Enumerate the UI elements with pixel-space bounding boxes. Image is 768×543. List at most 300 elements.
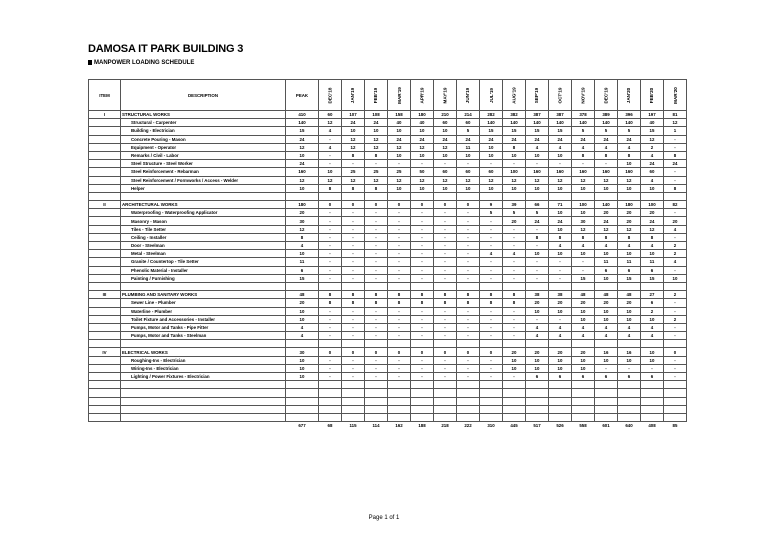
month-cell: - — [319, 151, 342, 159]
item-cell — [89, 405, 121, 413]
month-cell: 20 — [503, 217, 526, 225]
month-cell: - — [319, 135, 342, 143]
month-cell: 24 — [618, 135, 641, 143]
month-cell: - — [664, 307, 687, 315]
bullet-square-icon — [88, 60, 92, 65]
month-cell: 20 — [595, 209, 618, 217]
month-cell: 382 — [503, 111, 526, 119]
month-cell: - — [434, 233, 457, 241]
month-cell: 8 — [411, 299, 434, 307]
month-cell: 5 — [572, 127, 595, 135]
month-cell: 8 — [526, 233, 549, 241]
month-cell: - — [365, 233, 388, 241]
month-cell: 8 — [388, 299, 411, 307]
month-cell: 8 — [618, 233, 641, 241]
month-cell: 108 — [365, 111, 388, 119]
item-cell — [89, 217, 121, 225]
month-cell: - — [434, 364, 457, 372]
peak-cell: 140 — [286, 119, 319, 127]
month-cell: - — [342, 332, 365, 340]
month-cell: 10 — [411, 127, 434, 135]
month-label: FEB'19 — [373, 87, 379, 103]
peak-cell: 11 — [286, 258, 319, 266]
item-cell — [89, 225, 121, 233]
month-cell: 10 — [411, 184, 434, 192]
month-cell: 214 — [457, 111, 480, 119]
description-cell: ELECTRICAL WORKS — [121, 348, 286, 356]
month-label: OCT'19 — [557, 87, 563, 103]
month-cell — [342, 340, 365, 348]
month-cell: - — [319, 209, 342, 217]
table-row — [89, 242, 687, 250]
month-cell — [618, 340, 641, 348]
month-cell: - — [480, 315, 503, 323]
month-cell: - — [664, 209, 687, 217]
month-cell: - — [365, 373, 388, 381]
month-cell: 12 — [342, 143, 365, 151]
month-cell: 8 — [342, 291, 365, 299]
item-cell — [89, 184, 121, 192]
month-cell: 2 — [664, 250, 687, 258]
month-cell — [457, 282, 480, 290]
total-month-cell: 558 — [572, 422, 595, 430]
column-header-month — [434, 80, 457, 111]
month-cell: 10 — [457, 151, 480, 159]
month-cell: 140 — [595, 201, 618, 209]
month-cell: - — [526, 242, 549, 250]
table-row — [89, 274, 687, 282]
month-cell: 12 — [388, 143, 411, 151]
month-cell: - — [388, 242, 411, 250]
month-cell: 8 — [365, 299, 388, 307]
table-row — [89, 217, 687, 225]
month-cell: 60 — [434, 119, 457, 127]
description-cell: Structural - Carpenter — [121, 119, 286, 127]
month-cell: 8 — [457, 299, 480, 307]
item-cell — [89, 315, 121, 323]
month-cell: 10 — [572, 315, 595, 323]
month-cell — [572, 192, 595, 200]
description-cell: ARCHITECTURAL WORKS — [121, 201, 286, 209]
month-cell: 12 — [595, 225, 618, 233]
month-cell — [434, 192, 457, 200]
blank-row — [89, 381, 687, 389]
month-cell: - — [434, 160, 457, 168]
month-cell: 0 — [365, 201, 388, 209]
month-cell: 12 — [572, 225, 595, 233]
month-cell: 180 — [411, 111, 434, 119]
item-cell — [89, 119, 121, 127]
month-cell: 8 — [572, 151, 595, 159]
month-cell: - — [342, 217, 365, 225]
month-cell: 4 — [572, 242, 595, 250]
month-cell: - — [457, 373, 480, 381]
month-cell: 15 — [641, 127, 664, 135]
item-cell — [89, 364, 121, 372]
month-cell: 12 — [664, 119, 687, 127]
table-row — [89, 233, 687, 241]
total-month-cell: 222 — [457, 422, 480, 430]
month-cell: 48 — [572, 291, 595, 299]
month-cell: 60 — [480, 168, 503, 176]
description-cell — [121, 413, 286, 421]
peak-cell — [286, 397, 319, 405]
month-cell — [411, 381, 434, 389]
month-cell: - — [457, 323, 480, 331]
month-cell: 12 — [434, 143, 457, 151]
month-cell: - — [388, 160, 411, 168]
month-cell: 10 — [595, 356, 618, 364]
description-cell: Wiring-Ins - Electrician — [121, 364, 286, 372]
month-cell: 20 — [549, 348, 572, 356]
month-cell — [618, 282, 641, 290]
peak-cell: 410 — [286, 111, 319, 119]
month-cell: - — [480, 233, 503, 241]
table-row — [89, 160, 687, 168]
month-cell — [480, 192, 503, 200]
page-title: DAMOSA IT PARK BUILDING 3 — [88, 43, 244, 55]
month-cell: 396 — [618, 111, 641, 119]
month-cell: - — [411, 242, 434, 250]
month-cell — [526, 397, 549, 405]
month-cell: 4 — [618, 332, 641, 340]
month-cell: 387 — [549, 111, 572, 119]
description-cell: Metal - Steelman — [121, 250, 286, 258]
peak-cell — [286, 413, 319, 421]
month-cell: 10 — [503, 356, 526, 364]
month-cell: 15 — [549, 127, 572, 135]
item-cell: III — [89, 291, 121, 299]
month-cell: - — [480, 356, 503, 364]
month-cell: 387 — [526, 111, 549, 119]
item-cell — [89, 176, 121, 184]
month-cell: - — [365, 258, 388, 266]
month-cell: 107 — [342, 111, 365, 119]
month-cell: 24 — [641, 217, 664, 225]
month-cell: 8 — [595, 233, 618, 241]
month-cell: 8 — [641, 233, 664, 241]
month-cell: 10 — [641, 348, 664, 356]
month-cell: 10 — [641, 315, 664, 323]
month-cell: 0 — [480, 348, 503, 356]
month-cell: 15 — [618, 274, 641, 282]
month-cell: 12 — [319, 176, 342, 184]
month-cell: - — [411, 233, 434, 241]
month-cell: 10 — [549, 184, 572, 192]
table-row — [89, 258, 687, 266]
month-cell: - — [319, 266, 342, 274]
month-cell: - — [503, 225, 526, 233]
peak-cell: 10 — [286, 184, 319, 192]
month-cell: 8 — [618, 151, 641, 159]
item-cell: II — [89, 201, 121, 209]
month-cell: - — [434, 242, 457, 250]
month-cell: 10 — [618, 315, 641, 323]
month-cell: 10 — [572, 250, 595, 258]
month-cell — [641, 381, 664, 389]
month-cell: 160 — [526, 168, 549, 176]
month-cell: - — [342, 364, 365, 372]
peak-cell: 24 — [286, 135, 319, 143]
month-cell: 6 — [595, 373, 618, 381]
month-cell: - — [480, 307, 503, 315]
peak-cell: 12 — [286, 176, 319, 184]
month-cell: - — [434, 323, 457, 331]
month-cell: - — [526, 315, 549, 323]
month-cell: - — [365, 209, 388, 217]
month-cell: - — [526, 266, 549, 274]
month-cell — [595, 381, 618, 389]
table-row — [89, 332, 687, 340]
month-cell: - — [342, 250, 365, 258]
month-cell: - — [388, 315, 411, 323]
month-cell: 12 — [411, 143, 434, 151]
month-cell: 8 — [480, 299, 503, 307]
item-cell — [89, 127, 121, 135]
month-cell: - — [319, 274, 342, 282]
total-month-cell: 115 — [342, 422, 365, 430]
month-cell: 10 — [365, 127, 388, 135]
month-cell: 10 — [641, 250, 664, 258]
month-cell: 12 — [503, 176, 526, 184]
month-cell — [411, 192, 434, 200]
month-cell: - — [411, 323, 434, 331]
item-cell — [89, 332, 121, 340]
description-cell: Tiles - Tile Setter — [121, 225, 286, 233]
month-cell — [365, 397, 388, 405]
month-cell: 20 — [572, 299, 595, 307]
month-cell: - — [411, 315, 434, 323]
month-cell: 38 — [549, 291, 572, 299]
month-cell: - — [388, 356, 411, 364]
month-cell — [365, 413, 388, 421]
month-cell: 10 — [595, 307, 618, 315]
month-cell: 12 — [365, 176, 388, 184]
month-cell: - — [388, 307, 411, 315]
month-cell: - — [319, 323, 342, 331]
month-cell: 8 — [549, 233, 572, 241]
description-cell: PLUMBING AND SANITARY WORKS — [121, 291, 286, 299]
month-cell: 12 — [618, 225, 641, 233]
item-cell — [89, 274, 121, 282]
description-cell: Sewer Line - Plumber — [121, 299, 286, 307]
month-cell — [618, 397, 641, 405]
month-cell: 140 — [572, 119, 595, 127]
month-cell — [664, 381, 687, 389]
month-cell — [572, 397, 595, 405]
month-cell: 6 — [618, 266, 641, 274]
month-cell: 10 — [641, 356, 664, 364]
month-cell — [664, 192, 687, 200]
month-cell: - — [664, 143, 687, 151]
month-cell — [457, 389, 480, 397]
month-cell: 10 — [503, 151, 526, 159]
month-cell: - — [319, 307, 342, 315]
month-cell — [526, 389, 549, 397]
month-cell — [434, 397, 457, 405]
month-cell — [641, 389, 664, 397]
peak-cell — [286, 381, 319, 389]
peak-cell — [286, 282, 319, 290]
month-cell: 20 — [503, 348, 526, 356]
month-cell: 10 — [342, 127, 365, 135]
month-cell: 8 — [411, 291, 434, 299]
month-cell — [480, 381, 503, 389]
month-cell: - — [641, 364, 664, 372]
month-cell: 140 — [595, 119, 618, 127]
month-cell: 24 — [503, 135, 526, 143]
month-cell: 60 — [641, 168, 664, 176]
month-cell: 66 — [526, 201, 549, 209]
month-cell: 71 — [549, 201, 572, 209]
month-cell: - — [503, 266, 526, 274]
description-cell: Granite / Countertop - Tile Setter — [121, 258, 286, 266]
month-cell: 160 — [572, 168, 595, 176]
month-cell: - — [480, 225, 503, 233]
month-cell: 8 — [503, 299, 526, 307]
manpower-table — [88, 79, 687, 429]
month-cell: 5 — [480, 209, 503, 217]
month-cell: - — [664, 176, 687, 184]
item-cell — [89, 233, 121, 241]
month-cell — [618, 389, 641, 397]
month-cell — [641, 282, 664, 290]
description-cell — [121, 340, 286, 348]
month-cell: - — [411, 364, 434, 372]
month-cell: - — [365, 242, 388, 250]
month-cell: 24 — [365, 119, 388, 127]
peak-cell: 4 — [286, 332, 319, 340]
peak-cell: 4 — [286, 242, 319, 250]
peak-cell: 12 — [286, 143, 319, 151]
month-cell: 12 — [411, 176, 434, 184]
month-cell — [411, 389, 434, 397]
month-cell: - — [342, 209, 365, 217]
peak-cell: 10 — [286, 250, 319, 258]
month-cell: 4 — [572, 143, 595, 151]
month-cell: 10 — [526, 250, 549, 258]
month-cell: - — [457, 217, 480, 225]
month-label: AUG'19 — [511, 86, 517, 104]
month-cell: - — [503, 274, 526, 282]
month-cell: - — [411, 250, 434, 258]
month-cell — [388, 405, 411, 413]
month-cell: 8 — [480, 291, 503, 299]
page-subtitle — [88, 60, 194, 66]
month-cell: 4 — [595, 323, 618, 331]
month-cell: - — [526, 274, 549, 282]
description-cell: Helper — [121, 184, 286, 192]
month-cell: - — [388, 364, 411, 372]
month-cell: - — [319, 242, 342, 250]
month-cell: 0 — [457, 348, 480, 356]
table-row — [89, 266, 687, 274]
month-cell — [388, 389, 411, 397]
total-month-cell: 114 — [365, 422, 388, 430]
month-cell: 24 — [434, 135, 457, 143]
month-cell — [411, 282, 434, 290]
month-cell: 12 — [595, 176, 618, 184]
month-cell: 4 — [526, 143, 549, 151]
month-cell: - — [319, 217, 342, 225]
month-cell — [503, 192, 526, 200]
month-cell: - — [503, 307, 526, 315]
total-month-cell: 188 — [411, 422, 434, 430]
month-cell — [664, 282, 687, 290]
table-row — [89, 151, 687, 159]
table-row — [89, 127, 687, 135]
description-cell: Toilet Fixture and Accessories - Installer — [121, 315, 286, 323]
month-cell — [503, 397, 526, 405]
month-cell: - — [411, 225, 434, 233]
month-cell: 10 — [618, 307, 641, 315]
description-cell: Waterline - Plumber — [121, 307, 286, 315]
description-cell: Remarks / Civil - Labor — [121, 151, 286, 159]
month-cell: 8 — [503, 291, 526, 299]
description-cell: Waterproofing - Waterproofing Applicator — [121, 209, 286, 217]
month-cell: - — [434, 307, 457, 315]
item-cell — [89, 356, 121, 364]
month-cell: - — [342, 266, 365, 274]
total-peak-cell: 677 — [286, 422, 319, 430]
month-cell: - — [503, 160, 526, 168]
month-cell: - — [342, 373, 365, 381]
table-header-row — [89, 80, 687, 111]
month-cell — [388, 282, 411, 290]
peak-cell: 15 — [286, 274, 319, 282]
month-cell — [342, 282, 365, 290]
month-cell: 11 — [457, 143, 480, 151]
month-cell: 10 — [549, 209, 572, 217]
month-cell: 8 — [434, 291, 457, 299]
description-cell: Roughing-Ins - Electrician — [121, 356, 286, 364]
month-cell — [618, 413, 641, 421]
item-cell — [89, 307, 121, 315]
month-cell — [434, 405, 457, 413]
month-cell — [365, 389, 388, 397]
month-cell: 12 — [388, 176, 411, 184]
month-cell: - — [365, 225, 388, 233]
month-cell: 6 — [549, 373, 572, 381]
month-cell: - — [434, 266, 457, 274]
month-cell — [411, 413, 434, 421]
column-header-month — [503, 80, 526, 111]
month-cell — [434, 282, 457, 290]
month-cell: - — [319, 373, 342, 381]
month-cell: - — [526, 225, 549, 233]
month-cell: - — [480, 160, 503, 168]
month-cell: 40 — [641, 119, 664, 127]
month-cell — [503, 381, 526, 389]
month-cell — [411, 340, 434, 348]
month-cell: - — [319, 364, 342, 372]
item-cell — [89, 160, 121, 168]
month-cell — [480, 397, 503, 405]
month-label: MAR'20 — [672, 86, 678, 104]
month-cell: - — [595, 364, 618, 372]
month-cell: 12 — [526, 176, 549, 184]
month-cell: 6 — [641, 373, 664, 381]
month-cell: 10 — [618, 356, 641, 364]
month-cell: 10 — [526, 184, 549, 192]
table-row — [89, 364, 687, 372]
month-cell: 12 — [480, 176, 503, 184]
category-row — [89, 291, 687, 299]
peak-cell: 180 — [286, 201, 319, 209]
month-cell — [664, 340, 687, 348]
month-cell — [572, 389, 595, 397]
month-cell: 4 — [641, 176, 664, 184]
